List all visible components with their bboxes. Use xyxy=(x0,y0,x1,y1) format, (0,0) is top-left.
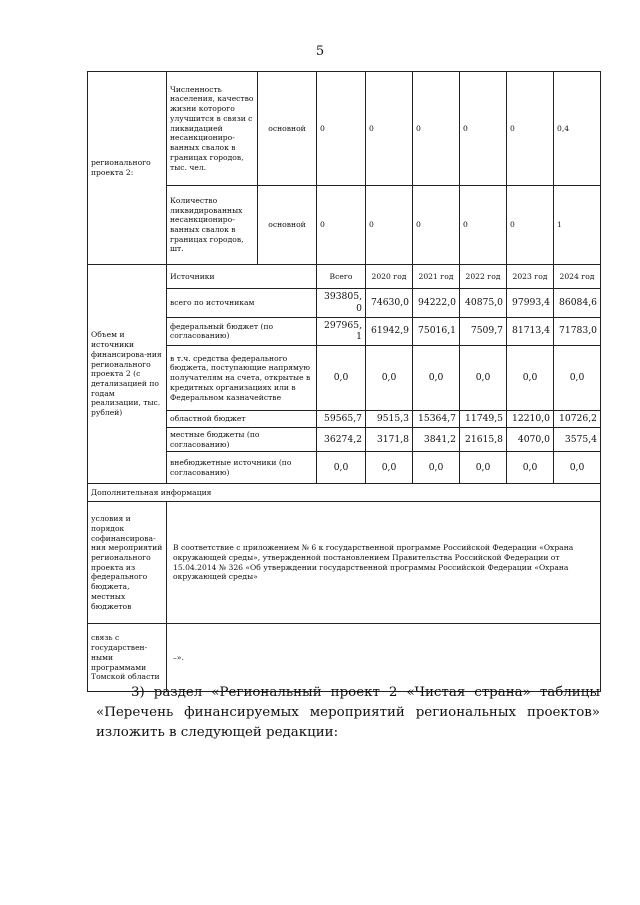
table-row xyxy=(88,72,601,186)
finance-source-name: областной бюджет xyxy=(167,411,317,428)
finance-value: 61942,9 xyxy=(366,317,413,346)
cofinancing-label: условия и порядок софинансирова-ния мероприятий регионального проекта из федерального бюджета, местных бюджетов xyxy=(88,502,167,624)
links-row xyxy=(88,624,601,692)
year-header: 2022 год xyxy=(460,265,507,289)
finance-value: 74630,0 xyxy=(366,289,413,318)
finance-value: 7509,7 xyxy=(460,317,507,346)
indicator-value: 0 xyxy=(507,186,554,265)
finance-value: 86084,6 xyxy=(554,289,601,318)
finance-value: 40875,0 xyxy=(460,289,507,318)
finance-value: 0,0 xyxy=(554,452,601,484)
finance-value: 36274,2 xyxy=(317,427,366,451)
finance-value: 9515,3 xyxy=(366,411,413,428)
page-number: 5 xyxy=(315,44,325,59)
finance-value: 97993,4 xyxy=(507,289,554,318)
additional-info-heading: Дополнительная информация xyxy=(88,484,601,502)
finance-value: 0,0 xyxy=(317,346,366,411)
finance-label: Объем и источники финансирова-ния регионального проекта 2 (с детализацией по годам реализации, тыс. рублей) xyxy=(88,265,167,484)
finance-value: 0,0 xyxy=(366,452,413,484)
indicator-value: 0 xyxy=(366,186,413,265)
finance-value: 3575,4 xyxy=(554,427,601,451)
indicator-value: 0 xyxy=(366,72,413,186)
additional-info-row xyxy=(88,484,601,502)
finance-value: 71783,0 xyxy=(554,317,601,346)
finance-value: 3171,8 xyxy=(366,427,413,451)
year-header: 2021 год xyxy=(413,265,460,289)
finance-value: 0,0 xyxy=(507,346,554,411)
finance-value: 297965,1 xyxy=(317,317,366,346)
finance-value: 0,0 xyxy=(507,452,554,484)
finance-value: 0,0 xyxy=(460,346,507,411)
indicator-value: 0 xyxy=(413,72,460,186)
finance-value: 0,0 xyxy=(366,346,413,411)
finance-value: 0,0 xyxy=(317,452,366,484)
row-label-project: регионального проекта 2: xyxy=(88,72,167,265)
indicator-value: 0 xyxy=(413,186,460,265)
project-table xyxy=(87,71,601,692)
finance-value: 3841,2 xyxy=(413,427,460,451)
finance-value: 0,0 xyxy=(413,452,460,484)
finance-value: 0,0 xyxy=(460,452,507,484)
body-paragraph xyxy=(96,683,600,743)
sources-header: Источники xyxy=(167,265,317,289)
indicator-name: Численность населения, качество жизни которого улучшится в связи с ликвидацией несанкциониро-ванных свалок в границах городов, тыс. чел. xyxy=(167,72,258,186)
year-header: 2020 год xyxy=(366,265,413,289)
finance-value: 11749,5 xyxy=(460,411,507,428)
indicator-value: 0 xyxy=(317,186,366,265)
links-text: –». xyxy=(167,624,601,692)
indicator-value: 1 xyxy=(554,186,601,265)
finance-source-name: федеральный бюджет (по согласованию) xyxy=(167,317,317,346)
finance-value: 0,0 xyxy=(554,346,601,411)
finance-source-name: внебюджетные источники (по согласованию) xyxy=(167,452,317,484)
finance-value: 21615,8 xyxy=(460,427,507,451)
finance-header-row xyxy=(88,265,601,289)
cofinancing-row xyxy=(88,502,601,624)
indicator-type: основной xyxy=(258,186,317,265)
finance-source-name: всего по источникам xyxy=(167,289,317,318)
total-header: Всего xyxy=(317,265,366,289)
indicator-value: 0 xyxy=(317,72,366,186)
finance-value: 59565,7 xyxy=(317,411,366,428)
year-header: 2023 год xyxy=(507,265,554,289)
indicator-value: 0 xyxy=(507,72,554,186)
indicator-name: Количество ликвидированных несанкциониро-ванных свалок в границах городов, шт. xyxy=(167,186,258,265)
finance-value: 94222,0 xyxy=(413,289,460,318)
finance-value: 0,0 xyxy=(413,346,460,411)
indicator-value: 0 xyxy=(460,72,507,186)
finance-source-name: в т.ч. средства федерального бюджета, поступающие напрямую получателям на счета, открытые в кредитных организациях или в Федеральном казначействе xyxy=(167,346,317,411)
finance-value: 75016,1 xyxy=(413,317,460,346)
year-header: 2024 год xyxy=(554,265,601,289)
cofinancing-text: В соответствие с приложением № 6 к государственной программе Российской Федерации «Охрана окружающей среды», утвержденной постановлением Правительства Российской Федерации от 15.04.2014 № 326 «Об утверждении государственной программы Российской Федерации «Охрана окружающей среды» xyxy=(167,502,601,624)
finance-value: 393805,0 xyxy=(317,289,366,318)
indicator-value: 0 xyxy=(460,186,507,265)
finance-value: 4070,0 xyxy=(507,427,554,451)
finance-value: 81713,4 xyxy=(507,317,554,346)
finance-value: 15364,7 xyxy=(413,411,460,428)
paragraph-text: 3) раздел «Региональный проект 2 «Чистая страна» таблицы «Перечень финансируемых мероприятий региональных проектов» изложить в следующей редакции: xyxy=(96,685,600,741)
links-label: связь с государствен-ными программами Томской области xyxy=(88,624,167,692)
indicator-type: основной xyxy=(258,72,317,186)
indicator-value: 0,4 xyxy=(554,72,601,186)
finance-value: 12210,0 xyxy=(507,411,554,428)
finance-source-name: местные бюджеты (по согласованию) xyxy=(167,427,317,451)
finance-value: 10726,2 xyxy=(554,411,601,428)
